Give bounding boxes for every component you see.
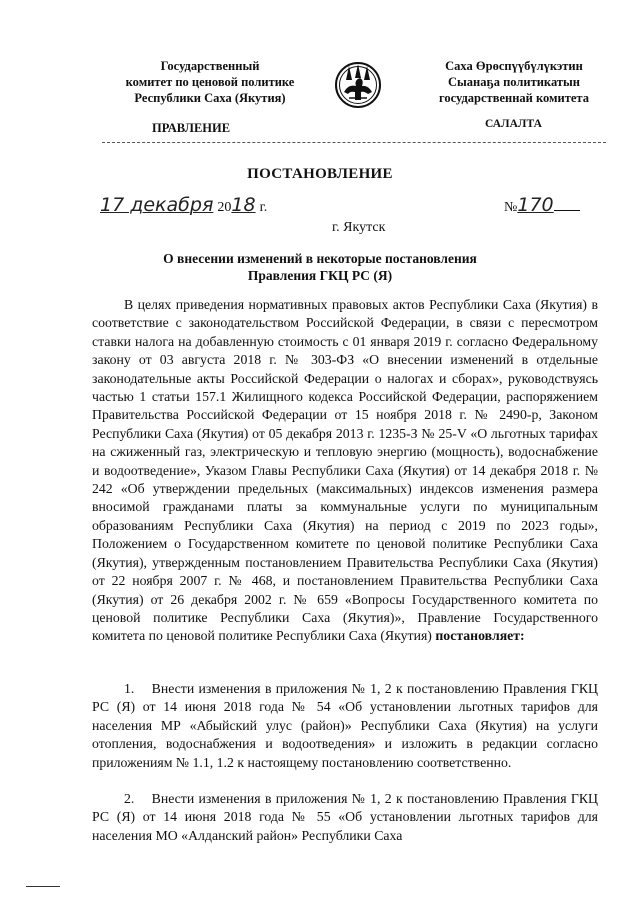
preamble-text: В целях приведения нормативных правовых актов Республики Саха (Якутия) в соответствие с законодательством Российской Федерации, в связи с пересмотром ставки налога на добавленную стоимость с 01 января 2019 г. согласно Федеральному закону от 03 августа 2018 г. № 303-ФЗ «О внесении изменений в отдельные законодательные акты Российской Федерации о налогах и сборах», руководствуясь частью 1 статьи 157.1 Жилищного кодекса Российской Федерации, распоряжением Правительства Российской Федерации от 15 ноября 2018 г. № 2490-р, Законом Республики Саха (Якутия) от 05 декабря 2013 г. 1235-З № 25-V «О льготных тарифах на сжиженный газ, электрическую и тепловую энергию (мощность), водоснабжение и водоотведение», Указом Главы Республики Саха (Якутия) от 14 декабря 2018 г. № 242 «Об утверждении предельных (максимальных) индексов изменения размера вносимой гражданами платы за коммунальные услуги по муниципальным образованиям Республики Саха (Якутия) на период с 2019 по 2023 годы», Положением о Государственном комитете по ценовой политике Республики Саха (Якутия), утвержденным постановлением Правительства Республики Саха (Якутия) от 22 ноября 2007 г. № 468, и постановлением Правительства Республики Саха (Якутия) от 26 декабря 2002 г. № 659 «Вопросы Государственного комитета по ценовой политике Республики Саха (Якутия)», Правление Государственного комитета по ценовой политике Республики Саха (Якутия) [92, 297, 598, 644]
header-left-block [100, 58, 320, 106]
list-item-2-number: 2. [124, 791, 135, 806]
yakutia-emblem-icon [334, 58, 382, 112]
number-blank [554, 198, 580, 211]
board-label-left: ПРАВЛЕНИЕ [152, 121, 231, 135]
header-right-line-1: Саха Өрөспүүбүлүкэтин [445, 59, 583, 73]
number-line [504, 194, 580, 216]
header-right-line-2: Сыанаҕа политикатын [448, 75, 580, 89]
header-right-line-3: государственнай комитета [439, 91, 589, 105]
header-left-line-3: Республики Саха (Якутия) [134, 91, 286, 105]
header-left-line-2: комитет по ценовой политике [125, 75, 295, 89]
preamble-paragraph [92, 296, 598, 646]
list-item-2 [92, 790, 598, 845]
document-title: ПОСТАНОВЛЕНИЕ [247, 166, 393, 182]
city: г. Якутск [332, 220, 386, 235]
list-item-2-text: Внести изменения в приложения № 1, 2 к постановлению Правления ГКЦ РС (Я) от 14 июня 2018 года № 55 «Об установлении льготных тарифов для населения МО «Алданский район» Республики Саха [92, 791, 599, 843]
list-item-1 [92, 680, 598, 772]
handwritten-day-month: 17 декабря [100, 194, 214, 216]
header-right-block [404, 58, 624, 106]
handwritten-number: 170 [517, 194, 554, 216]
board-label-right: САЛАЛТА [485, 118, 542, 130]
footer-mark [26, 886, 60, 887]
year-suffix: г. [259, 200, 268, 215]
header-divider [102, 142, 606, 143]
date-line [100, 194, 267, 216]
year-prefix: 20 [217, 200, 232, 215]
subject-line-2: Правления ГКЦ РС (Я) [247, 268, 393, 283]
list-item-1-text: Внести изменения в приложения № 1, 2 к постановлению Правления ГКЦ РС (Я) от 14 июня 2018 года № 54 «Об установлении льготных тарифов для населения МР «Абыйский улус (район)» Республики Саха (Якутия) на услуги отопления, водоснабжения и водоотведения» и изложить в редакции согласно приложениям № 1.1, 1.2 к настоящему постановлению соответственно. [92, 681, 599, 770]
list-item-1-number: 1. [124, 681, 135, 696]
number-prefix: № [504, 200, 518, 215]
subject [0, 250, 640, 284]
preamble-decision: постановляет: [435, 628, 525, 644]
header-left-line-1: Государственный [160, 59, 260, 73]
handwritten-year: 18 [231, 194, 256, 216]
subject-line-1: О внесении изменений в некоторые постановления [163, 251, 477, 266]
